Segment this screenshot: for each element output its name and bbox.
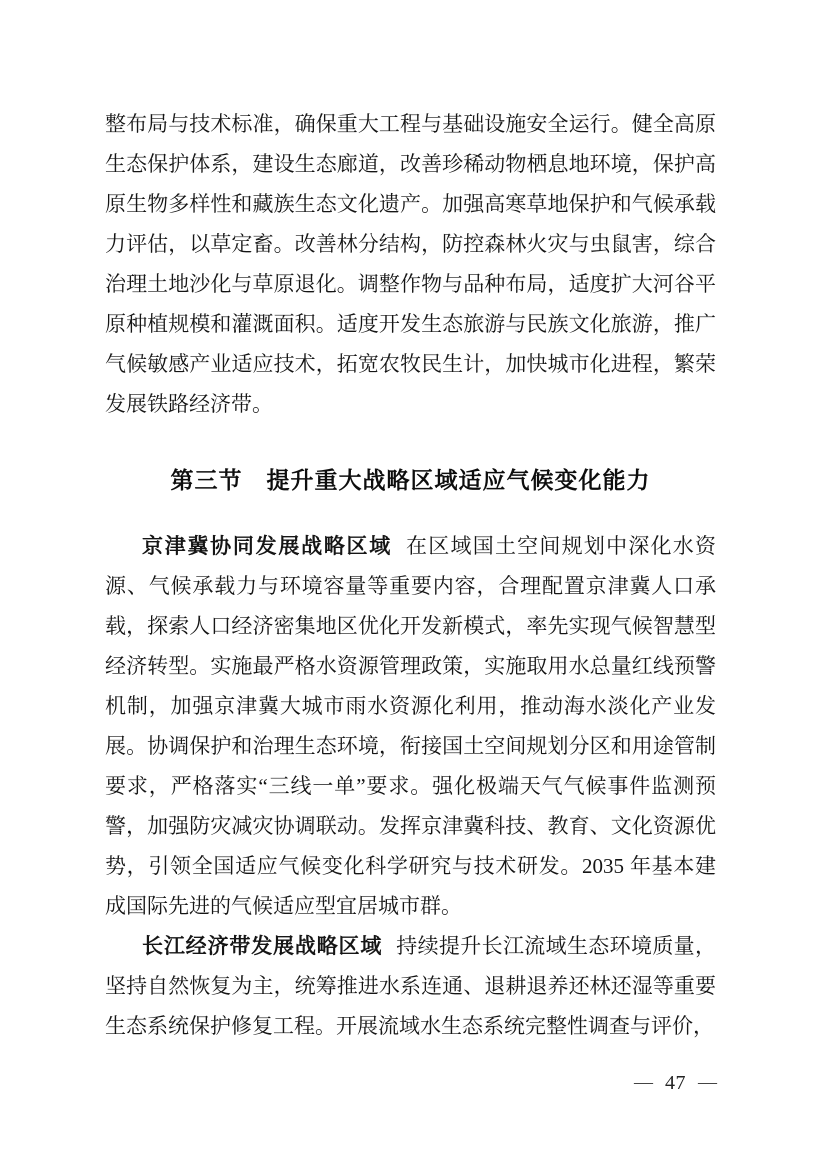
page-content bbox=[105, 104, 716, 1046]
paragraph-yangtze-region bbox=[105, 926, 716, 1046]
paragraph-continuation: 整布局与技术标准，确保重大工程与基础设施安全运行。健全高原生态保护体系，建设生态廊道，改善珍稀动物栖息地环境，保护高原生物多样性和藏族生态文化遗产。加强高寒草地保护和气候承载力评估，以草定畜。改善林分结构，防控森林火灾与虫鼠害，综合治理土地沙化与草原退化。调整作物与品种布局，适度扩大河谷平原种植规模和灌溉面积。适度开发生态旅游与民族文化旅游，推广气候敏感产业适应技术，拓宽农牧民生计，加快城市化进程，繁荣发展铁路经济带。 bbox=[105, 112, 716, 416]
footer-dash-left: — bbox=[634, 1072, 653, 1093]
page-number: 47 bbox=[665, 1072, 686, 1094]
page-footer bbox=[634, 1071, 717, 1095]
paragraph-text-yangtze: 持续提升长江流域生态环境质量，坚持自然恢复为主，统筹推进水系连通、退耕退养还林还湿等重要生态系统保护修复工程。开展流域水生态系统完整性调查与评价， bbox=[105, 934, 717, 1038]
paragraph-lead-jingjinji: 京津冀协同发展战略区域 bbox=[142, 534, 393, 558]
section-heading: 第三节 提升重大战略区域适应气候变化能力 bbox=[170, 468, 651, 493]
paragraph-text-jingjinji: 在区域国土空间规划中深化水资源、气候承载力与环境容量等重要内容，合理配置京津冀人口承载，探索人口经济密集地区优化开发新模式，率先实现气候智慧型经济转型。实施最严格水资源管理政策，实施取用水总量红线预警机制，加强京津冀大城市雨水资源化利用，推动海水淡化产业发展。协调保护和治理生态环境，衔接国土空间规划分区和用途管制要求，严格落实“三线一单”要求。强化极端天气气候事件监测预警，加强防灾减灾协调联动。发挥京津冀科技、教育、文化资源优势，引领全国适应气候变化科学研究与技术研发。2035 年基本建成国际先进的气候适应型宜居城市群。 bbox=[105, 534, 717, 918]
paragraph-jingjinji-region bbox=[105, 526, 716, 926]
footer-dash-right: — bbox=[698, 1072, 717, 1093]
paragraph-lead-yangtze: 长江经济带发展战略区域 bbox=[142, 934, 383, 958]
